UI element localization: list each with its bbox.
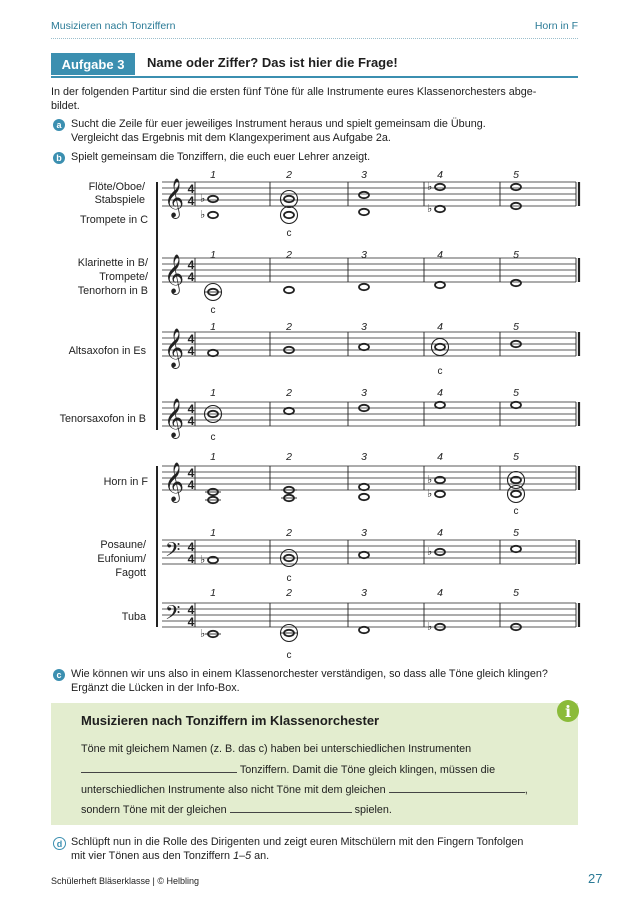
flat-icon: ♭ (427, 487, 433, 500)
whole-note (435, 344, 445, 350)
step-a-marker: a (53, 119, 65, 131)
whole-note (435, 184, 445, 190)
info-line-1: Töne mit gleichem Namen (z. B. das c) haben bei unterschiedlichen Instrumenten (81, 743, 472, 755)
info-line-3-comma: , (524, 784, 528, 796)
info-line-4 (81, 802, 392, 817)
blank-3[interactable] (230, 802, 352, 813)
tone-number: 1 (210, 587, 216, 599)
tone-number: 1 (210, 387, 216, 399)
note-name-label: c (210, 305, 216, 316)
flat-icon: ♭ (200, 208, 206, 221)
tone-number: 2 (286, 527, 292, 539)
treble-clef-icon: 𝄞 (164, 178, 185, 218)
step-d-line-2 (71, 849, 523, 863)
step-c-text (71, 667, 548, 695)
tone-number: 5 (513, 587, 519, 599)
tone-number: 2 (286, 451, 292, 463)
blank-1[interactable] (81, 762, 237, 773)
note-name-label: c (286, 573, 292, 584)
footer-credit: Schülerheft Bläserklasse | © Helbling (51, 876, 200, 886)
whole-note (284, 408, 294, 414)
note-name-label: c (286, 650, 292, 661)
instrument-label: Trompete in C (79, 214, 148, 226)
info-line-3 (81, 782, 528, 797)
time-signature: 4 (187, 270, 195, 284)
tone-number: 1 (210, 451, 216, 463)
flat-icon: ♭ (427, 180, 433, 193)
step-b-text: Spielt gemeinsam die Tonziffern, die euch euer Lehrer anzeigt. (71, 151, 371, 163)
info-icon: i (557, 700, 579, 722)
note-name-label: c (286, 228, 292, 239)
tone-number: 3 (361, 387, 367, 399)
tone-number: 3 (361, 249, 367, 261)
tone-number: 2 (286, 169, 292, 181)
intro-line-1: In der folgenden Partitur sind die ersten fünf Töne für alle Instrumente eures Klassenorchesters abge- (51, 86, 537, 98)
time-signature: 4 (187, 402, 195, 416)
whole-note (359, 494, 369, 500)
tone-number: 4 (437, 587, 443, 599)
whole-note (359, 344, 369, 350)
step-a-line-1: Sucht die Zeile für euer jeweiliges Instrument heraus und spielt gemeinsam die Übung. (71, 118, 486, 130)
info-line-3-text: unterschiedlichen Instrumente also nicht Töne mit dem gleichen (81, 784, 386, 796)
tone-number: 4 (437, 387, 443, 399)
tone-number: 5 (513, 249, 519, 261)
step-c-line-2: Ergänzt die Lücken in der Info-Box. (71, 682, 240, 694)
instrument-label: Eufonium/ (97, 553, 146, 565)
whole-note (435, 282, 445, 288)
instrument-label: Horn in F (103, 476, 148, 488)
step-a-line-2: Vergleicht das Ergebnis mit dem Klangexperiment aus Aufgabe 2a. (71, 132, 391, 144)
highlight-circle (432, 339, 449, 356)
whole-note (359, 209, 369, 215)
tone-number: 4 (437, 321, 443, 333)
step-d-range: 1–5 (233, 850, 252, 862)
tone-number: 4 (437, 451, 443, 463)
tone-number: 2 (286, 321, 292, 333)
whole-note (208, 212, 218, 218)
time-signature: 4 (187, 258, 195, 272)
tone-number: 2 (286, 249, 292, 261)
note-name-label: c (210, 432, 216, 443)
bass-clef-icon: 𝄢 (165, 538, 181, 566)
whole-note (359, 192, 369, 198)
time-signature: 4 (187, 344, 195, 358)
tone-number: 3 (361, 527, 367, 539)
info-line-4-text: sondern Töne mit der gleichen (81, 804, 227, 816)
step-b-marker: b (53, 152, 65, 164)
tone-number: 2 (286, 387, 292, 399)
step-c-line-1: Wie können wir uns also in einem Klassenorchester verständigen, so dass alle Töne gleich klingen? (71, 668, 548, 680)
tone-number: 5 (513, 169, 519, 181)
instrument-label: Altsaxofon in Es (68, 345, 146, 357)
task-title: Name oder Ziffer? Das ist hier die Frage! (147, 55, 398, 70)
step-c-marker: c (53, 669, 65, 681)
instrument-label: Trompete/ (99, 271, 148, 283)
tone-number: 2 (286, 587, 292, 599)
whole-note (359, 484, 369, 490)
tone-number: 1 (210, 321, 216, 333)
instrument-label: Stabspiele (94, 194, 145, 206)
step-d-line-1: Schlüpft nun in die Rolle des Dirigenten und zeigt euren Mitschülern mit den Fingern Tonfolgen (71, 836, 524, 848)
whole-note (511, 280, 521, 286)
intro-line-2: bildet. (51, 100, 80, 112)
flat-icon: ♭ (200, 627, 206, 640)
whole-note (435, 491, 445, 497)
whole-note (359, 627, 369, 633)
tone-number: 1 (210, 169, 216, 181)
instrument-label: Klarinette in B/ (77, 257, 148, 269)
instrument-label: Fagott (115, 567, 146, 579)
treble-clef-icon: 𝄞 (164, 254, 185, 294)
running-header-right: Horn in F (534, 20, 578, 32)
bass-clef-icon: 𝄢 (165, 601, 181, 629)
flat-icon: ♭ (427, 202, 433, 215)
whole-note (511, 491, 521, 497)
treble-clef-icon: 𝄞 (164, 462, 185, 502)
whole-note (359, 552, 369, 558)
tone-number: 4 (437, 249, 443, 261)
time-signature: 4 (187, 414, 195, 428)
tone-number: 5 (513, 321, 519, 333)
instrument-label: Posaune/ (100, 539, 146, 551)
step-d-text (71, 835, 523, 863)
flat-icon: ♭ (200, 553, 206, 566)
flat-icon: ♭ (427, 620, 433, 633)
whole-note (435, 206, 445, 212)
whole-note (208, 350, 218, 356)
tone-number: 3 (361, 587, 367, 599)
time-signature: 4 (187, 603, 195, 617)
flat-icon: ♭ (200, 192, 206, 205)
highlight-circle (281, 207, 298, 224)
note-name-label: c (437, 366, 443, 377)
whole-note (359, 284, 369, 290)
task-label: Aufgabe 3 (51, 53, 135, 75)
whole-note (284, 212, 294, 218)
tone-number: 5 (513, 387, 519, 399)
whole-note (511, 184, 521, 190)
tone-number: 5 (513, 527, 519, 539)
whole-note (284, 196, 294, 202)
info-line-4-end: spielen. (354, 804, 392, 816)
tone-number: 1 (210, 527, 216, 539)
treble-clef-icon: 𝄞 (164, 398, 185, 438)
tone-number: 5 (513, 451, 519, 463)
whole-note (284, 287, 294, 293)
tone-number: 3 (361, 169, 367, 181)
time-signature: 4 (187, 552, 195, 566)
note-name-label: c (513, 506, 519, 517)
time-signature: 4 (187, 182, 195, 196)
step-d-marker: d (53, 837, 66, 850)
time-signature: 4 (187, 615, 195, 629)
tone-number: 1 (210, 249, 216, 261)
treble-clef-icon: 𝄞 (164, 328, 185, 368)
tone-number: 3 (361, 321, 367, 333)
instrument-label: Tenorhorn in B (77, 285, 148, 297)
instrument-label: Tenorsaxofon in B (59, 413, 146, 425)
whole-note (511, 546, 521, 552)
step-d-line-2a: mit vier Tönen aus den Tonziffern (71, 850, 234, 862)
time-signature: 4 (187, 478, 195, 492)
info-line-2 (81, 762, 495, 777)
time-signature: 4 (187, 194, 195, 208)
tone-number: 3 (361, 451, 367, 463)
info-box-title: Musizieren nach Tonziffern im Klassenorchester (81, 713, 380, 728)
step-d-line-2c: an. (251, 850, 270, 862)
instrument-label: Tuba (121, 611, 146, 623)
flat-icon: ♭ (427, 473, 433, 486)
page-number: 27 (588, 871, 603, 886)
tone-number: 4 (437, 527, 443, 539)
flat-icon: ♭ (427, 545, 433, 558)
blank-2[interactable] (389, 782, 525, 793)
highlight-circle (281, 191, 298, 208)
instrument-label: Flöte/Oboe/ (88, 181, 145, 193)
tone-number: 4 (437, 169, 443, 181)
time-signature: 4 (187, 332, 195, 346)
info-line-2-text: Tonziffern. Damit die Töne gleich klingen, müssen die (239, 764, 496, 776)
time-signature: 4 (187, 466, 195, 480)
whole-note (435, 402, 445, 408)
whole-note (511, 402, 521, 408)
time-signature: 4 (187, 540, 195, 554)
running-header-left: Musizieren nach Tonziffern (51, 20, 176, 32)
whole-note (208, 196, 218, 202)
